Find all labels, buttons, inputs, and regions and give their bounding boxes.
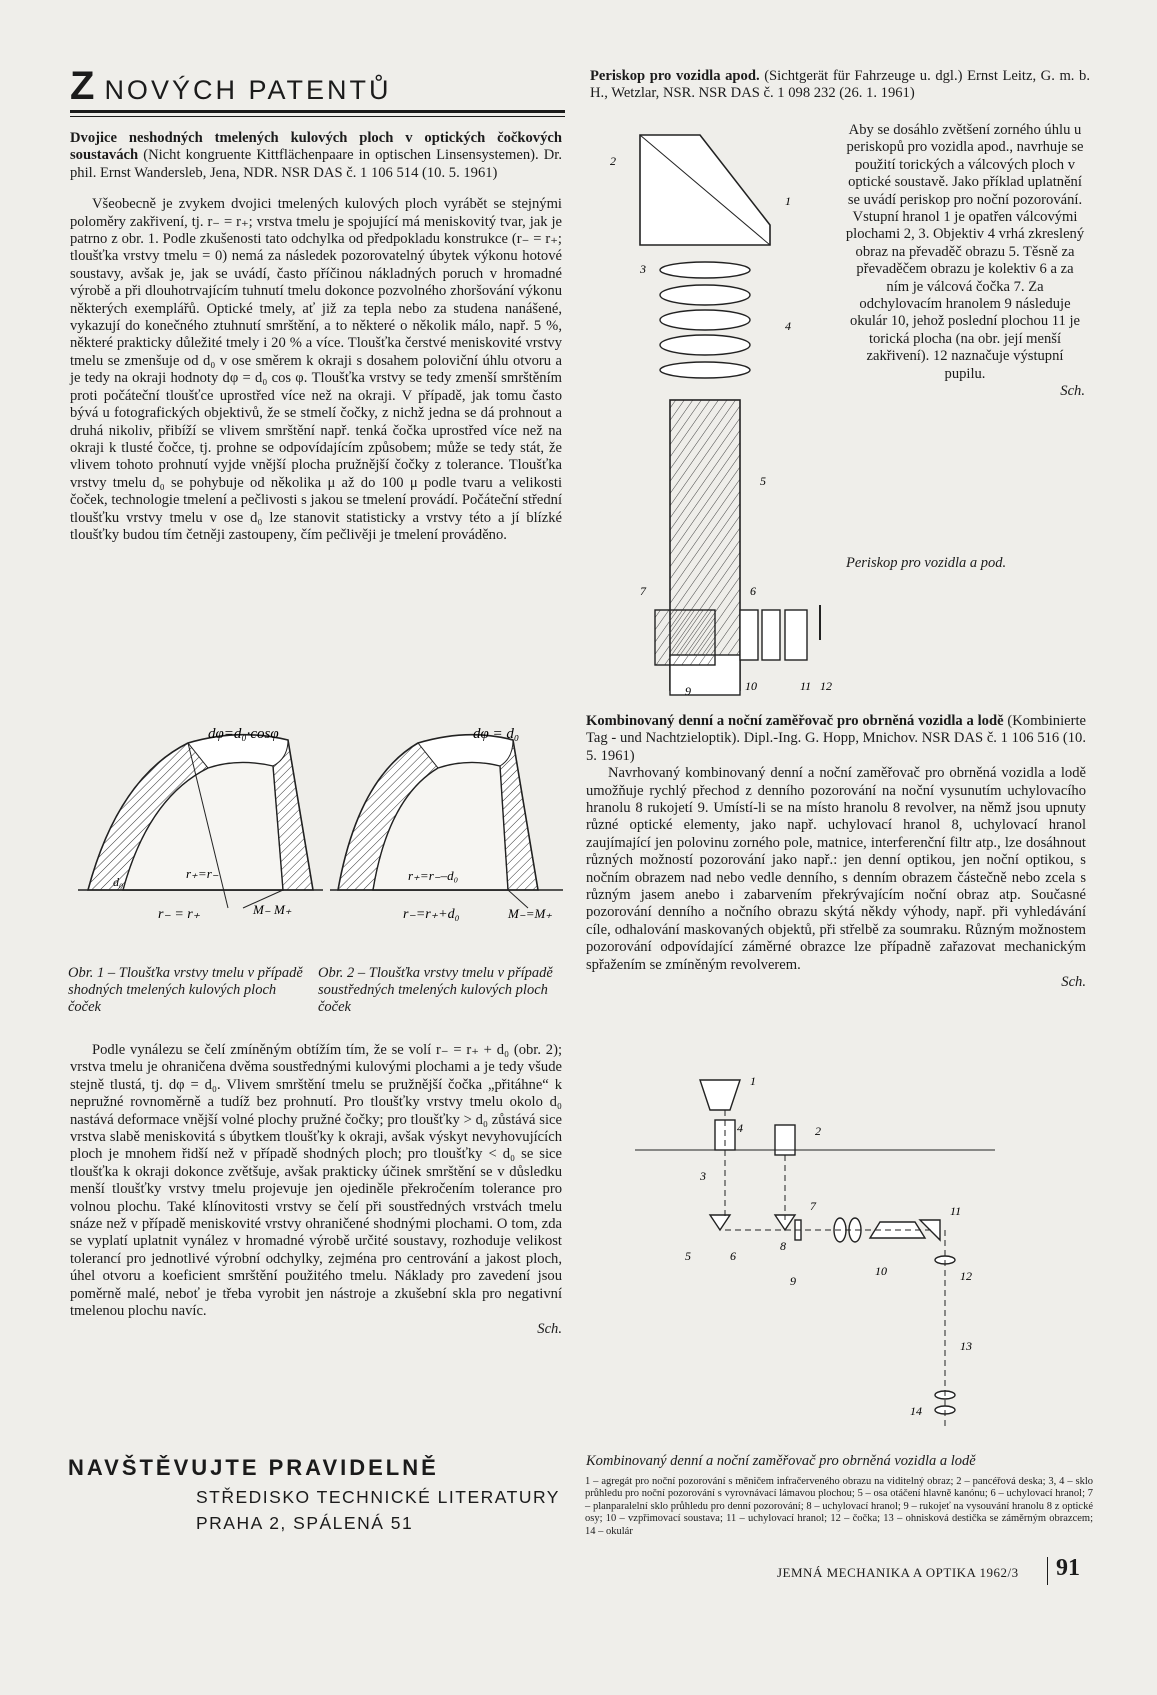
heading-letter: Z bbox=[70, 64, 95, 108]
periscope-label-1: 1 bbox=[785, 194, 791, 208]
article-3-body: Navrhovaný kombinovaný denní a noční zaměřovač pro obrněná vozidla a lodě umožňuje rychlý přechod z denního pozorování na noční vysunutím uchylovacího hranolu 8 rukojetí 9. Umístí-li se na místo hranolu 8 revolver, na němž jsou upnuty různé optické elementy, jako např. uchylovací hranol 8, uchylovací hranol zaujímající jen polovinu zorného pole, matnice, interferenční filtr atp., lze dosáhnout různých možností pozorování jako např.: jen denní optikou, jen noční optikou, s nočním obrazem nad nebo vedle denního, s denním obrazem částečně nebo zcela s různým jasem anebo i zabarvením překrývajícím noční obraz atp. Současné pozorování denního a nočního obrazu skýtá někdy výhody, např. při vyhledávání cíle, odhalování maskovaných objektů, při střelbě za soumraku. Různým možnostem pozorování odpovídající záměrné obrazce lze případně zařazovat mechanickým spřažením se zmíněným revolverem. bbox=[586, 765, 1086, 973]
periscope-label-12: 12 bbox=[820, 679, 832, 693]
section-heading bbox=[70, 64, 580, 109]
periscope-label-4: 4 bbox=[785, 319, 791, 333]
footer-separator bbox=[1047, 1557, 1048, 1585]
sight-label-3: 3 bbox=[700, 1169, 706, 1183]
fig2-label-top: dφ = d₀ bbox=[473, 726, 520, 742]
figure-1-2 bbox=[68, 718, 568, 948]
article-3-signature: Sch. bbox=[1061, 974, 1086, 991]
promo-line-1: NAVŠTĚVUJTE PRAVIDELNĚ bbox=[68, 1455, 439, 1480]
article-1-signature: Sch. bbox=[537, 1320, 562, 1337]
article-2-body: Aby se dosáhlo zvětšení zorného úhlu u periskopů pro vozidla apod., navrhuje se použití torických a válcových ploch v optické soustavě. Jako příklad uplatnění se uvádí periskop pro noční pozorování. Vstupní hranol 1 je opatřen válcovými plochami 2, 3. Objektiv 4 vrhá zkreslený obraz na převaděč obrazu 5. Těsně za převaděčem obrazu je kolektiv 6 a za ním je válcová čočka 7. Za odchylovacím hranolem 9 následuje okulár 10, jehož poslední plochou 11 je torická plocha (na obr. její menší zakřivení). 12 naznačuje výstupní pupilu. Sch. bbox=[845, 122, 1085, 400]
article-3-caption: Kombinovaný denní a noční zaměřovač pro obrněná vozidla a lodě bbox=[586, 1453, 976, 1469]
fig2-label-mid: r₊=r₋–d₀ bbox=[408, 868, 459, 883]
journal-name: JEMNÁ MECHANIKA A OPTIKA 1962/3 bbox=[777, 1565, 1019, 1580]
figure-2-caption: Obr. 2 – Tloušťka vrstvy tmelu v případě soustředných tmelených kulových ploch čoček bbox=[318, 965, 553, 1015]
periscope-eyepiece-figure bbox=[650, 600, 850, 710]
fig1-label-m: M₋ M₊ bbox=[253, 902, 292, 917]
sight-label-4: 4 bbox=[737, 1121, 743, 1135]
figure-1-caption: Obr. 1 – Tloušťka vrstvy tmelu v případě shodných tmelených kulových ploch čoček bbox=[68, 965, 303, 1015]
sight-label-7: 7 bbox=[810, 1199, 816, 1213]
fig1-label-top: dφ=d₀·cosφ bbox=[208, 726, 279, 742]
heading-text: NOVÝCH PATENTŮ bbox=[104, 75, 392, 105]
periscope-label-9: 9 bbox=[685, 684, 691, 698]
fig2-label-bot: r₋=r₊+d₀ bbox=[403, 907, 460, 922]
article-2-signature: Sch. bbox=[1060, 383, 1085, 400]
periscope-label-7: 7 bbox=[640, 584, 646, 598]
article-2-title: Periskop pro vozidla apod. (Sichtgerät für Fahrzeuge u. dgl.) Ernst Leitz, G. m. b. H., Wetzlar, NSR. NSR DAS č. 1 098 232 (26. 1. 1961) bbox=[590, 68, 1090, 102]
sight-label-2: 2 bbox=[815, 1124, 821, 1138]
sight-label-5: 5 bbox=[685, 1249, 691, 1263]
periscope-label-6: 6 bbox=[750, 584, 756, 598]
periscope-label-2: 2 bbox=[610, 154, 616, 168]
sight-label-14: 14 bbox=[910, 1404, 922, 1418]
fig2-label-m: M₋=M₊ bbox=[508, 906, 553, 921]
sight-label-13: 13 bbox=[960, 1339, 972, 1353]
fig1-label-bot: r₋ = r₊ bbox=[158, 907, 201, 922]
periscope-label-3: 3 bbox=[640, 262, 646, 276]
sight-label-11: 11 bbox=[950, 1204, 962, 1218]
article-3-legend: 1 – agregát pro noční pozorování s měničem infračerveného obrazu na viditelný obraz; 2 – pancéřová deska; 3, 4 – sklo průhledu pro noční pozorování s vyrovnávací lámavou plochou; 5 – osa otáčení hlavně kanónu; 6 – uchylovací hranol; 7 – planparalelní sklo průhledu pro denní pozorování; 8 – uchylovací hranol; 9 – rukojeť na vysouvání hranolu 8 z optické osy; 10 – vzpřimovací soustava; 11 – uchylovací hranol; 12 – čočka; 13 – ohnisková destička se záměrným obrazcem; 14 – okulár bbox=[585, 1476, 1093, 1537]
article-1-bottom bbox=[70, 1042, 562, 1338]
sight-label-12: 12 bbox=[960, 1269, 972, 1283]
periscope-label-11: 11 bbox=[800, 679, 812, 693]
article-2-caption: Periskop pro vozidla a pod. bbox=[846, 555, 1007, 571]
sight-label-8: 8 bbox=[780, 1239, 786, 1253]
heading-rule bbox=[70, 110, 565, 113]
article-1-paragraph-1: Všeobecně je zvykem dvojici tmelených kulových ploch vyrábět se stejnými poloměry zakřivení, tj. r₋ = r₊; vrstva tmelu je spojující má meniskovitý tvar, jak je patrno z obr. 1. Podle zkušenosti tato odchylka od předpokladu konstrukce (r₋ = r₊; tloušťka vrstvy tmelu = 0) nemá za následek pozorovatelný úbytek výkonu hotové soustavy, avšak je, jak se uvádí, často příčinou nákladných poruch v hromadné výrobě a při dlouhotrvajícím tuhnutí tmelu dokonce pozvolného zhoršování výkonu některých exemplářů. Optické tmely, ať již za tepla nebo za studena nanášené, vykazují do konečného ztuhnutí smrštění, a to některé o několik málo, např. 5 %, některé prakticky důležité tmely i 20 % a více. Tloušťka čerstvé meniskovité vrstvy tmelu se zmenšuje od d₀ v ose směrem k okraji s dosahem poloviční úhlu otvoru a je tedy na okraji hodnoty dφ = d₀ cos φ. Tloušťka vrstvy se tedy zmenší smrštěním proti počáteční tloušťce uprostřed více než na okraji. V případě, jak tomu často bývá u fotografických objektivů, že se stmelí čočky, z nichž jedna se dá prohnout a druhá nikoliv, přibíží se vlivem smrštění např. tenká čočka uprostřed více než na okraji k tlusté čočce, tj. prohne se odpovídajícím způsobem; může se tedy stát, že vlivem tohoto prohnutí vyjde vnější plocha pružnější čočky z tolerance. Tloušťka vrstvy tmelu d₀ se pohybuje od několika μ až do 100 μ podle tvaru a velikosti čoček, technologie tmelení a pečlivosti s jakou se tmelení provádí. Počáteční střední tloušťku vrstvy tmelu v ose d₀ lze stanovit statisticky a vrstvy této a jí blízké tloušťky budou tím četněji zastoupeny, čím pečlivěji je tmelení prováděno. bbox=[70, 196, 562, 543]
heading-rule-thin bbox=[70, 116, 565, 117]
article-1-top bbox=[70, 130, 562, 544]
promo-line-3: PRAHA 2, SPÁLENÁ 51 bbox=[196, 1513, 414, 1533]
article-3-top bbox=[586, 713, 1086, 992]
promo-line-2: STŘEDISKO TECHNICKÉ LITERATURY bbox=[196, 1487, 560, 1507]
article-1-paragraph-2: Podle vynálezu se čelí zmíněným obtížím tím, že se volí r₋ = r₊ + d₀ (obr. 2); vrstva tmelu je ohraničena dvěma soustřednými kulovými plochami a je tedy všude stejně tlustá, tj. dφ = d₀. Vlivem smrštění tmelu se pružnější čočka „přitáhne“ k nepružné rovnoměrně a tudíž bez prohnutí. Pro tloušťky vrstvy tmelu okolo d₀ nastává deformace vnější volné plochy pružné čočky; pro tloušťky > d₀ zůstává sice vrstva slabě meniskovitá s úbytkem tloušťky k okraji, avšak výskyt nevyhovujících ploch je mnohem řidší než v případě shodných ploch; pro tloušťky < d₀ se sice tloušťka k okraji dokonce zvětšuje, avšak prakticky účinek smrštění se v důsledku menší tloušťky vrstvy tmelu projevuje jen ojediněle překročením tolerance pro volnou plochu. Také klínovitosti vrstvy se čelí při soustředných vrstvách tmelu snáze než v případě meniskovité vrstvy ohraničené shodnými plochami. O tom, zda se vyplatí uplatnit vynález v hromadné výrobě určité soustavy, rozhoduje velikost tolerancí pro jednotlivé výrobní odchylky, zejména pro centrování a jakost ploch, úhel otvoru a koeficient smrštění použitého tmelu. Náklady pro zavedení jsou poměrně malé, neboť je třeba vyrobit jen nástroje a zkušební skla pro negativní tmelenou plochu navíc. bbox=[70, 1042, 562, 1320]
sight-label-6: 6 bbox=[730, 1249, 736, 1263]
sight-label-10: 10 bbox=[875, 1264, 887, 1278]
fig1-label-d0: d₀ bbox=[113, 875, 124, 889]
sight-label-9: 9 bbox=[790, 1274, 796, 1288]
article-1-title: Dvojice neshodných tmelených kulových ploch v optických čočkových soustavách (Nicht kongruente Kittflächenpaare in optischen Linsensystemen). Dr. phil. Ernst Wandersleb, Jena, NDR. NSR DAS č. 1 106 514 (10. 5. 1961) bbox=[70, 130, 562, 181]
page-number: 91 bbox=[1056, 1555, 1080, 1581]
periscope-label-10: 10 bbox=[745, 679, 757, 693]
article-3-title: Kombinovaný denní a noční zaměřovač pro obrněná vozidla a lodě (Kombinierte Tag - und Nachtzieloptik). Dipl.-Ing. G. Hopp, Mnichov. NSR DAS č. 1 106 516 (10. 5. 1961) bbox=[586, 713, 1086, 764]
sight-figure bbox=[615, 1070, 1015, 1445]
periscope-label-5: 5 bbox=[760, 474, 766, 488]
fig1-label-mid: r₊=r₋ bbox=[186, 866, 219, 881]
sight-label-1: 1 bbox=[750, 1074, 756, 1088]
